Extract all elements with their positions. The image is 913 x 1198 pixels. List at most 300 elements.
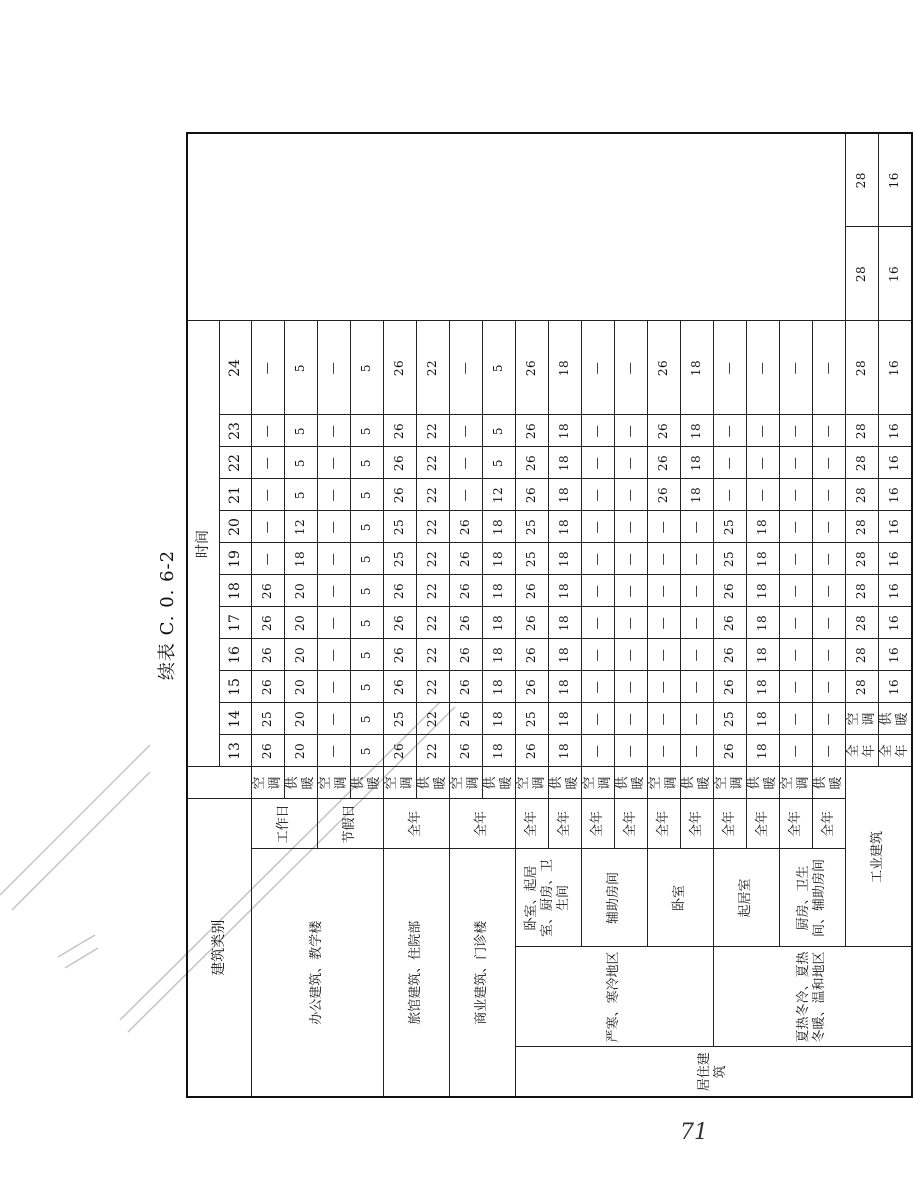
label-heat: 供暖 (482, 767, 515, 799)
value-cell: 18 (680, 321, 713, 415)
value-cell: 26 (647, 321, 680, 415)
value-cell: 22 (416, 671, 449, 703)
value-cell: 28 (845, 479, 878, 511)
table-row (449, 133, 482, 1097)
value-cell: 20 (284, 671, 317, 703)
value-cell: 26 (515, 415, 548, 447)
value-cell: — (680, 735, 713, 767)
label-ac: 空调 (581, 767, 614, 799)
value-cell: 16 (878, 415, 912, 447)
value-cell: 26 (383, 735, 416, 767)
label-cold-region: 严寒、寒冷地区 (515, 947, 713, 1047)
value-cell: — (317, 575, 350, 607)
value-cell: — (713, 415, 746, 447)
value-cell: 18 (746, 671, 779, 703)
value-cell: 26 (713, 607, 746, 639)
value-cell: — (317, 321, 350, 415)
value-cell: — (317, 511, 350, 543)
value-cell: 18 (548, 447, 581, 479)
value-cell: 5 (350, 735, 383, 767)
value-cell: — (680, 607, 713, 639)
value-cell: 26 (383, 415, 416, 447)
value-cell: 26 (449, 735, 482, 767)
value-cell: — (812, 607, 845, 639)
value-cell: 5 (284, 321, 317, 415)
value-cell: 18 (548, 703, 581, 735)
value-cell: — (614, 671, 647, 703)
value-cell: 28 (845, 415, 878, 447)
value-cell: 5 (284, 447, 317, 479)
value-cell: — (779, 479, 812, 511)
value-cell: 25 (713, 543, 746, 575)
value-cell: — (449, 479, 482, 511)
value-cell: — (779, 703, 812, 735)
label-full-year: 全年 (812, 799, 845, 849)
header-category: 建筑类别 (187, 799, 251, 1097)
table-row (251, 133, 284, 1097)
value-cell: 18 (548, 511, 581, 543)
value-cell: — (581, 735, 614, 767)
value-cell: — (812, 479, 845, 511)
table-title: 续表 C. 0. 6-2 (157, 549, 178, 681)
value-cell: — (779, 575, 812, 607)
value-cell: — (680, 543, 713, 575)
value-cell: — (812, 703, 845, 735)
value-cell: 18 (482, 607, 515, 639)
value-cell: — (779, 735, 812, 767)
value-cell: 28 (845, 607, 878, 639)
value-cell: 16 (878, 511, 912, 543)
value-cell: — (812, 575, 845, 607)
value-cell: — (581, 671, 614, 703)
value-cell: — (581, 511, 614, 543)
value-cell: — (746, 447, 779, 479)
value-cell: 25 (251, 703, 284, 735)
value-cell: 28 (845, 639, 878, 671)
value-cell: — (680, 511, 713, 543)
value-cell: — (680, 703, 713, 735)
label-full-year: 全年 (713, 799, 746, 849)
value-cell: 22 (416, 735, 449, 767)
page-number: 71 (680, 1120, 708, 1145)
value-cell: — (581, 575, 614, 607)
value-cell: 20 (284, 607, 317, 639)
value-cell: — (581, 415, 614, 447)
label-full-year: 全年 (878, 735, 912, 767)
value-cell: 25 (515, 703, 548, 735)
value-cell: 5 (350, 447, 383, 479)
value-cell: 18 (746, 735, 779, 767)
label-office-building: 办公建筑、教学楼 (251, 849, 383, 1097)
value-cell: — (251, 479, 284, 511)
value-cell: — (581, 447, 614, 479)
value-cell: — (251, 415, 284, 447)
value-cell: 22 (416, 415, 449, 447)
value-cell: 18 (548, 321, 581, 415)
value-cell: 28 (845, 671, 878, 703)
value-cell: 16 (878, 227, 912, 321)
value-cell: — (614, 575, 647, 607)
value-cell: — (779, 415, 812, 447)
label-ac: 空调 (713, 767, 746, 799)
value-cell: — (779, 607, 812, 639)
hour-header: 23 (219, 415, 251, 447)
value-cell: 18 (746, 543, 779, 575)
label-heat: 供暖 (878, 703, 912, 735)
value-cell: 12 (284, 511, 317, 543)
label-heat: 供暖 (350, 767, 383, 799)
value-cell: 26 (449, 703, 482, 735)
value-cell: — (449, 321, 482, 415)
value-cell: — (251, 321, 284, 415)
value-cell: 5 (350, 321, 383, 415)
value-cell: — (713, 447, 746, 479)
value-cell: 22 (416, 479, 449, 511)
value-cell: 28 (845, 133, 878, 227)
label-auxiliary-room: 辅助房间 (581, 849, 647, 947)
label-full-year: 全年 (614, 799, 647, 849)
value-cell: 25 (383, 543, 416, 575)
value-cell: — (746, 415, 779, 447)
value-cell: 5 (482, 447, 515, 479)
value-cell: 26 (449, 639, 482, 671)
value-cell: — (614, 511, 647, 543)
label-ac: 空调 (449, 767, 482, 799)
value-cell: — (581, 543, 614, 575)
value-cell: 25 (713, 703, 746, 735)
value-cell: 25 (515, 511, 548, 543)
value-cell: 18 (482, 575, 515, 607)
header-type-blank (187, 767, 251, 799)
value-cell: 16 (878, 479, 912, 511)
value-cell: 18 (746, 607, 779, 639)
label-ac: 空调 (845, 703, 878, 735)
value-cell: 28 (845, 447, 878, 479)
value-cell: 28 (845, 321, 878, 415)
value-cell: — (614, 703, 647, 735)
value-cell: 26 (383, 639, 416, 671)
value-cell: — (614, 735, 647, 767)
table-row (515, 133, 548, 1097)
value-cell: 5 (350, 575, 383, 607)
value-cell: — (812, 543, 845, 575)
value-cell: — (581, 607, 614, 639)
value-cell: 22 (416, 543, 449, 575)
value-cell: — (317, 735, 350, 767)
value-cell: — (614, 447, 647, 479)
value-cell: 22 (416, 703, 449, 735)
value-cell: — (647, 575, 680, 607)
value-cell: — (812, 735, 845, 767)
value-cell: 25 (515, 543, 548, 575)
value-cell: 26 (515, 607, 548, 639)
label-heat: 供暖 (746, 767, 779, 799)
value-cell: — (251, 447, 284, 479)
label-full-year: 全年 (515, 799, 548, 849)
value-cell: 18 (482, 639, 515, 671)
label-full-year: 全年 (845, 735, 878, 767)
value-cell: 26 (383, 607, 416, 639)
value-cell: — (317, 479, 350, 511)
value-cell: — (581, 703, 614, 735)
value-cell: — (746, 479, 779, 511)
value-cell: — (317, 639, 350, 671)
value-cell: — (581, 479, 614, 511)
hour-header: 13 (219, 735, 251, 767)
value-cell: 18 (482, 703, 515, 735)
value-cell: 16 (878, 575, 912, 607)
value-cell: 18 (482, 735, 515, 767)
hour-header: 19 (219, 543, 251, 575)
rotated-table-block (150, 132, 910, 1098)
value-cell: — (614, 479, 647, 511)
value-cell: 26 (647, 415, 680, 447)
value-cell: — (812, 447, 845, 479)
value-cell: 5 (350, 479, 383, 511)
value-cell: 26 (251, 575, 284, 607)
label-full-year: 全年 (581, 799, 614, 849)
temperature-schedule-table (186, 132, 913, 1098)
label-residential-building: 居住建筑 (515, 1047, 912, 1097)
value-cell: — (680, 639, 713, 671)
value-cell: 28 (845, 511, 878, 543)
value-cell: — (680, 671, 713, 703)
value-cell: 5 (284, 479, 317, 511)
value-cell: 18 (482, 511, 515, 543)
value-cell: 16 (878, 133, 912, 227)
value-cell: 16 (878, 639, 912, 671)
value-cell: — (317, 543, 350, 575)
hour-header: 17 (219, 607, 251, 639)
value-cell: 18 (746, 703, 779, 735)
label-full-year: 全年 (647, 799, 680, 849)
value-cell: 28 (845, 227, 878, 321)
value-cell: — (680, 575, 713, 607)
label-holiday: 节假日 (317, 799, 383, 849)
value-cell: 20 (284, 703, 317, 735)
value-cell: 16 (878, 321, 912, 415)
value-cell: — (647, 639, 680, 671)
value-cell: — (614, 321, 647, 415)
hour-header: 21 (219, 479, 251, 511)
label-full-year: 全年 (548, 799, 581, 849)
value-cell: 26 (713, 671, 746, 703)
value-cell: 5 (350, 639, 383, 671)
label-heat: 供暖 (614, 767, 647, 799)
hour-header: 18 (219, 575, 251, 607)
value-cell: — (779, 321, 812, 415)
value-cell: 16 (878, 607, 912, 639)
value-cell: — (647, 607, 680, 639)
hour-header: 20 (219, 511, 251, 543)
value-cell: 26 (515, 639, 548, 671)
value-cell: 5 (482, 321, 515, 415)
value-cell: 12 (482, 479, 515, 511)
value-cell: 28 (845, 575, 878, 607)
value-cell: 26 (251, 607, 284, 639)
value-cell: 26 (383, 447, 416, 479)
value-cell: 26 (449, 511, 482, 543)
value-cell: — (812, 639, 845, 671)
value-cell: — (779, 671, 812, 703)
value-cell: 26 (449, 671, 482, 703)
label-heat: 供暖 (812, 767, 845, 799)
value-cell: — (812, 321, 845, 415)
label-living-room: 起居室 (713, 849, 779, 947)
value-cell: 16 (878, 447, 912, 479)
value-cell: — (647, 511, 680, 543)
value-cell: — (317, 447, 350, 479)
value-cell: 5 (350, 511, 383, 543)
value-cell: 18 (482, 671, 515, 703)
value-cell: 5 (482, 415, 515, 447)
label-full-year: 全年 (680, 799, 713, 849)
value-cell: 26 (449, 575, 482, 607)
value-cell: 26 (647, 447, 680, 479)
value-cell: — (317, 607, 350, 639)
label-full-year: 全年 (779, 799, 812, 849)
value-cell: 5 (350, 703, 383, 735)
header-time: 时间 (187, 321, 219, 767)
value-cell: — (779, 639, 812, 671)
value-cell: — (812, 511, 845, 543)
label-ac: 空调 (383, 767, 416, 799)
value-cell: 5 (284, 415, 317, 447)
value-cell: 5 (350, 543, 383, 575)
value-cell: 26 (713, 575, 746, 607)
value-cell: 22 (416, 511, 449, 543)
label-heat: 供暖 (284, 767, 317, 799)
value-cell: 16 (878, 543, 912, 575)
value-cell: 20 (284, 735, 317, 767)
value-cell: 18 (548, 735, 581, 767)
value-cell: — (614, 543, 647, 575)
value-cell: 25 (713, 511, 746, 543)
value-cell: 22 (416, 447, 449, 479)
value-cell: 26 (515, 671, 548, 703)
value-cell: 18 (548, 479, 581, 511)
value-cell: — (581, 321, 614, 415)
value-cell: 18 (746, 575, 779, 607)
value-cell: — (812, 415, 845, 447)
value-cell: 22 (416, 607, 449, 639)
value-cell: — (614, 639, 647, 671)
value-cell: 20 (284, 575, 317, 607)
label-heat: 供暖 (416, 767, 449, 799)
value-cell: — (713, 479, 746, 511)
value-cell: 18 (680, 447, 713, 479)
value-cell: 28 (845, 543, 878, 575)
value-cell: — (581, 639, 614, 671)
value-cell: — (713, 321, 746, 415)
label-heat: 供暖 (680, 767, 713, 799)
label-bedroom: 卧室 (647, 849, 713, 947)
value-cell: 26 (515, 447, 548, 479)
value-cell: 20 (284, 639, 317, 671)
value-cell: 26 (251, 639, 284, 671)
label-commercial-building: 商业建筑、门诊楼 (449, 849, 515, 1097)
value-cell: 25 (383, 511, 416, 543)
value-cell: 25 (383, 703, 416, 735)
hour-header: 22 (219, 447, 251, 479)
label-kitchen-aux: 厨房、卫生间、辅助房间 (779, 849, 845, 947)
value-cell: — (779, 447, 812, 479)
value-cell: 18 (548, 607, 581, 639)
label-ac: 空调 (779, 767, 812, 799)
label-ac: 空调 (317, 767, 350, 799)
value-cell: 18 (548, 671, 581, 703)
value-cell: 26 (449, 543, 482, 575)
value-cell: 18 (548, 639, 581, 671)
label-hot-summer-region: 夏热冬冷、夏热冬暖、温和地区 (713, 947, 912, 1047)
value-cell: 18 (482, 543, 515, 575)
value-cell: — (614, 415, 647, 447)
hour-header: 24 (219, 321, 251, 415)
label-full-year: 全年 (449, 799, 515, 849)
value-cell: — (449, 415, 482, 447)
value-cell: — (614, 607, 647, 639)
value-cell: 26 (383, 479, 416, 511)
value-cell: 26 (449, 607, 482, 639)
value-cell: — (317, 671, 350, 703)
value-cell: 26 (251, 671, 284, 703)
value-cell: 26 (251, 735, 284, 767)
hour-header: 15 (219, 671, 251, 703)
label-full-year: 全年 (746, 799, 779, 849)
value-cell: 18 (284, 543, 317, 575)
hour-header: 14 (219, 703, 251, 735)
value-cell: 26 (515, 321, 548, 415)
value-cell: — (251, 511, 284, 543)
value-cell: 18 (548, 575, 581, 607)
value-cell: 26 (515, 735, 548, 767)
label-ac: 空调 (251, 767, 284, 799)
value-cell: — (779, 543, 812, 575)
value-cell: 5 (350, 671, 383, 703)
value-cell: 26 (383, 575, 416, 607)
label-industrial-building: 工业建筑 (845, 767, 912, 947)
value-cell: 26 (713, 639, 746, 671)
value-cell: — (812, 671, 845, 703)
value-cell: 18 (548, 415, 581, 447)
value-cell: 26 (647, 479, 680, 511)
value-cell: — (449, 447, 482, 479)
label-heat: 供暖 (548, 767, 581, 799)
value-cell: — (779, 511, 812, 543)
value-cell: — (317, 415, 350, 447)
hour-header: 16 (219, 639, 251, 671)
label-hotel-building: 旅馆建筑、住院部 (383, 849, 449, 1097)
value-cell: — (647, 735, 680, 767)
value-cell: 5 (350, 607, 383, 639)
value-cell: 16 (878, 671, 912, 703)
value-cell: 18 (746, 511, 779, 543)
value-cell: 18 (746, 639, 779, 671)
value-cell: 22 (416, 321, 449, 415)
value-cell: 26 (515, 575, 548, 607)
value-cell: 26 (515, 479, 548, 511)
value-cell: 26 (383, 671, 416, 703)
value-cell: 18 (548, 543, 581, 575)
label-workday: 工作日 (251, 799, 317, 849)
table-row (713, 133, 746, 1097)
table-row (383, 133, 416, 1097)
label-ac: 空调 (647, 767, 680, 799)
value-cell: 26 (383, 321, 416, 415)
label-bedroom-living-kitchen: 卧室、起居室、厨房、卫生间 (515, 849, 581, 947)
value-cell: — (251, 543, 284, 575)
value-cell: 5 (350, 415, 383, 447)
